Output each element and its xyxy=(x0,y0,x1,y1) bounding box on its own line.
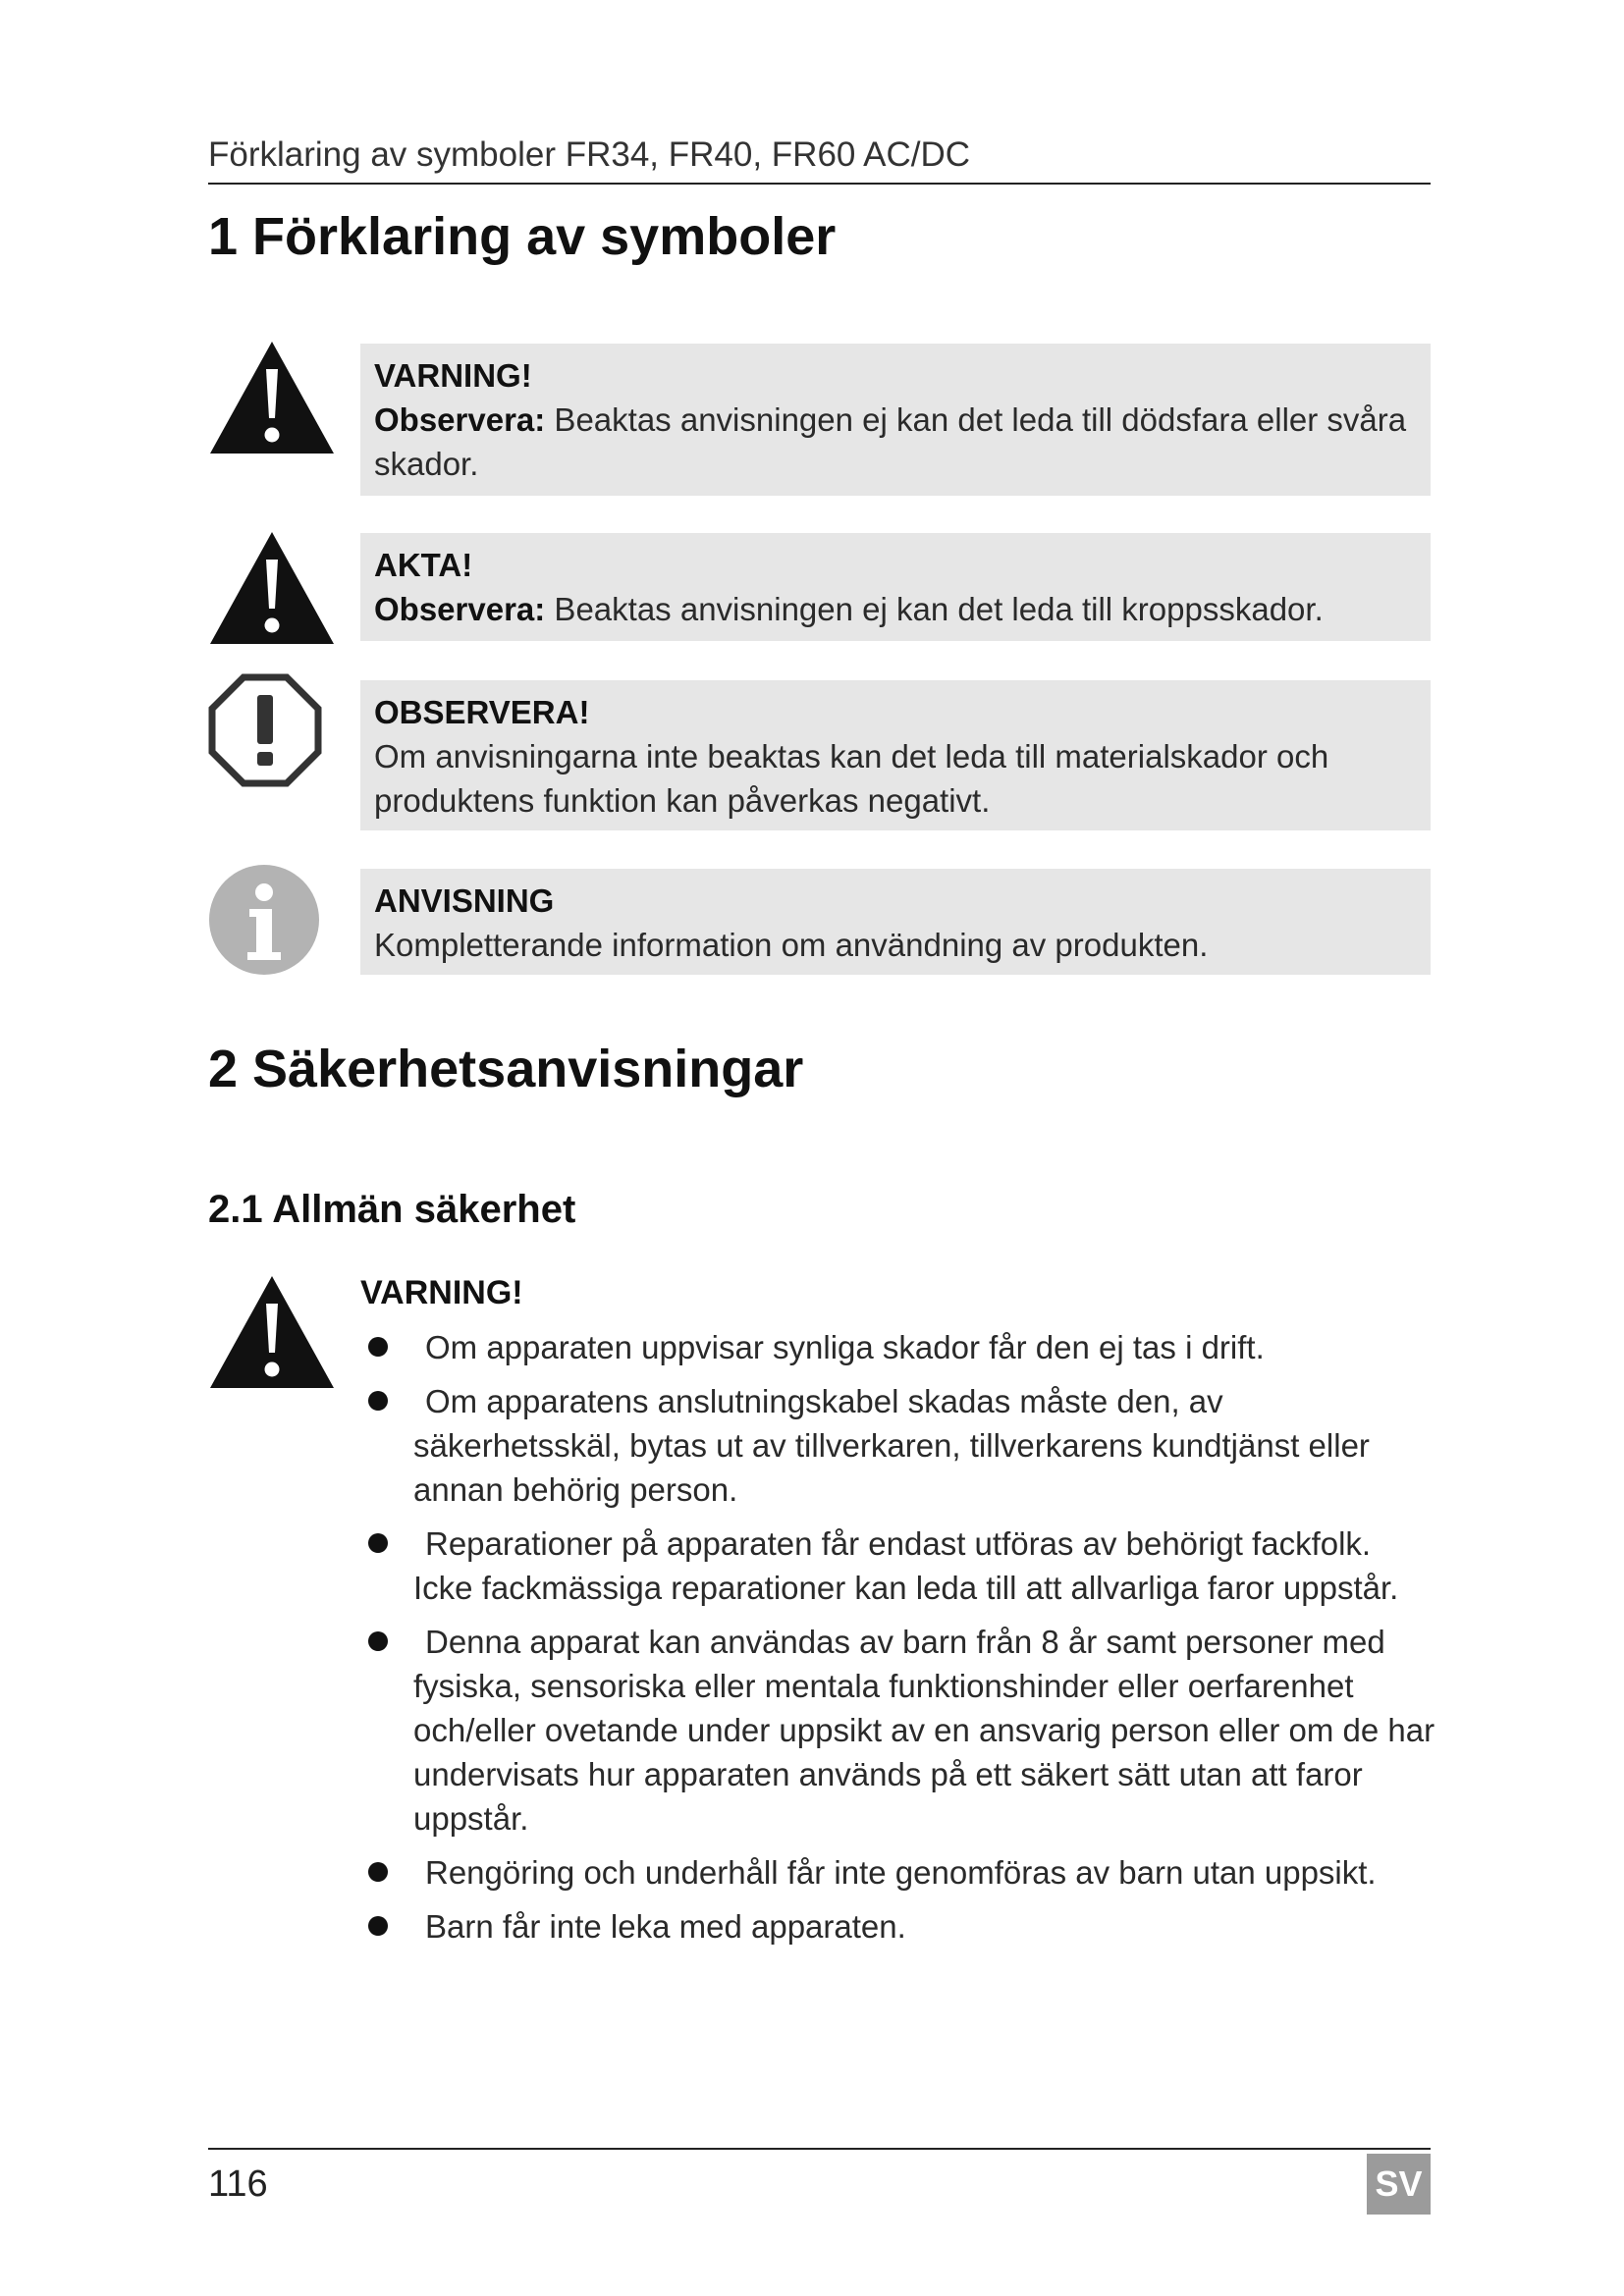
bullet-icon xyxy=(368,1533,388,1553)
warning-triangle-icon xyxy=(208,340,336,455)
list-item: Rengöring och underhåll får inte genomföras av barn utan uppsikt. xyxy=(360,1850,1435,1895)
bullet-icon xyxy=(368,1916,388,1936)
notice-warning-text: Beaktas anvisningen ej kan det leda till dödsfara eller svåra skador. xyxy=(374,401,1407,482)
notice-caution-text: Beaktas anvisningen ej kan det leda till kroppsskador. xyxy=(545,591,1324,627)
subsection-2-1-heading: 2.1 Allmän säkerhet xyxy=(208,1188,576,1231)
list-item: Denna apparat kan användas av barn från 8 år samt personer med fysiska, sensoriska eller mentala funktionshinder eller oerfarenhet och/eller ovetande under uppsikt av en ansvarig person eller om de har undervisats hur apparaten används på ett säkert sätt utan att faror uppstår. xyxy=(360,1620,1435,1841)
notice-caution xyxy=(360,533,1431,641)
notice-octagon-icon xyxy=(208,673,322,787)
notice-anvisning xyxy=(360,869,1431,975)
notice-observera-title: OBSERVERA! xyxy=(374,694,590,730)
page-number: 116 xyxy=(208,2163,268,2205)
list-item: Barn får inte leka med apparaten. xyxy=(360,1904,1435,1949)
notice-anvisning-text: Kompletterande information om användning av produkten. xyxy=(374,927,1209,963)
notice-anvisning-title: ANVISNING xyxy=(374,882,555,919)
bullet-icon xyxy=(368,1337,388,1357)
safety-warning-title: VARNING! xyxy=(360,1274,523,1311)
bullet-icon xyxy=(368,1391,388,1411)
notice-caution-title: AKTA! xyxy=(374,547,473,583)
notice-caution-lead: Observera: xyxy=(374,591,546,627)
warning-triangle-icon xyxy=(208,1274,336,1390)
header-divider xyxy=(208,183,1431,185)
list-item: Om apparatens anslutningskabel skadas måste den, av säkerhetsskäl, bytas ut av tillverkaren, tillverkarens kundtjänst eller annan behörig person. xyxy=(360,1379,1435,1512)
footer-divider xyxy=(208,2148,1431,2150)
section-2-heading: 2 Säkerhetsanvisningar xyxy=(208,1040,804,1098)
bullet-icon xyxy=(368,1631,388,1651)
list-item: Om apparaten uppvisar synliga skador får den ej tas i drift. xyxy=(360,1325,1435,1369)
caution-triangle-icon xyxy=(208,530,336,646)
notice-warning-lead: Observera: xyxy=(374,401,546,438)
running-header: Förklaring av symboler FR34, FR40, FR60 AC/DC xyxy=(208,135,971,174)
language-badge: SV xyxy=(1367,2154,1431,2215)
notice-observera xyxy=(360,680,1431,830)
safety-bullet-list xyxy=(360,1325,1435,1958)
info-icon xyxy=(208,864,320,976)
bullet-icon xyxy=(368,1862,388,1882)
notice-warning-title: VARNING! xyxy=(374,357,532,394)
notice-observera-text: Om anvisningarna inte beaktas kan det leda till materialskador och produktens funktion kan påverkas negativt. xyxy=(374,738,1329,819)
section-1-heading: 1 Förklaring av symboler xyxy=(208,207,837,266)
notice-warning xyxy=(360,344,1431,496)
list-item: Reparationer på apparaten får endast utföras av behörigt fackfolk. Icke fackmässiga reparationer kan leda till att allvarliga faror uppstår. xyxy=(360,1522,1435,1610)
